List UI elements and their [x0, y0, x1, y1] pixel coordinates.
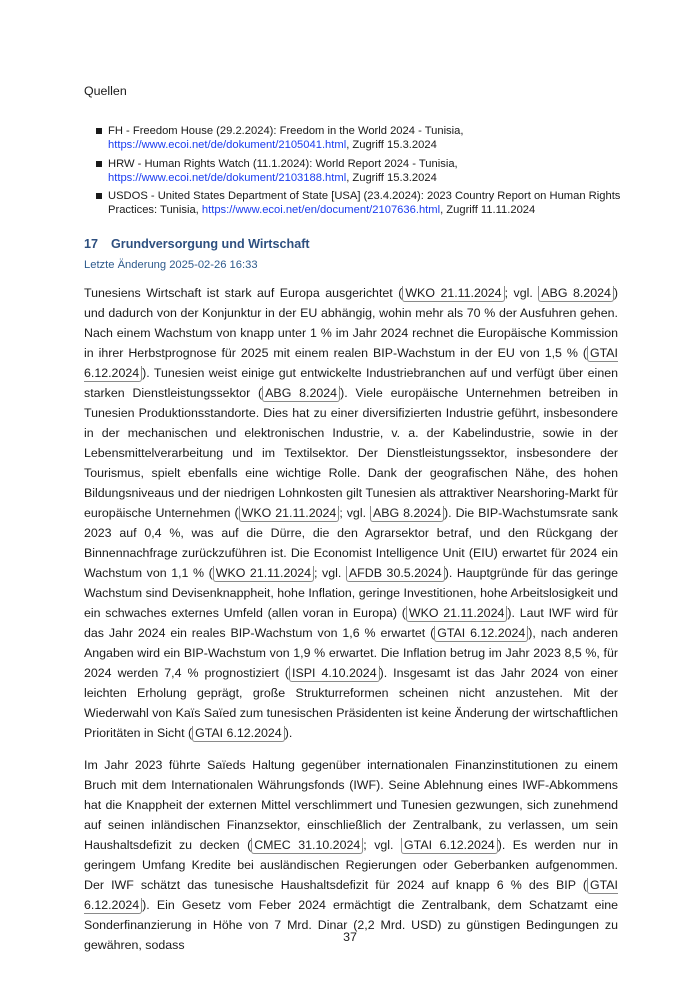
section-heading: [84, 237, 310, 251]
source-text: USDOS - United States Department of State [USA] (23.4.2024): 2023 Country Report on Human Rights Practices: Tunisia,: [108, 190, 621, 217]
citation-reference[interactable]: WKO 21.11.2024: [406, 606, 507, 622]
citation-reference[interactable]: WKO 21.11.2024: [402, 286, 504, 302]
sources-title: Quellen: [84, 84, 127, 98]
paragraph-text: ; vgl.: [314, 566, 346, 580]
paragraph-text: ), nach anderen Angaben wird ein BIP-Wachstum von 1,9 % erwartet. Die Inflation betrug im Jahr 2023 8,5 %, für 2024 werden 7,4 % prognostiziert (: [84, 626, 619, 680]
source-access-date: , Zugriff 15.3.2024: [346, 139, 437, 152]
citation-reference[interactable]: GTAI 6.12.2024: [84, 878, 618, 912]
last-changed: Letzte Änderung 2025-02-26 16:33: [84, 259, 258, 271]
section-number: 17: [84, 237, 99, 251]
citation-reference[interactable]: GTAI 6.12.2024: [401, 838, 498, 854]
citation-reference[interactable]: GTAI 6.12.2024: [434, 626, 528, 642]
paragraph-text: ). Viele europäische Unternehmen betreiben in Tunesien Produktionsstandorte. Dies hat zu einer diversifizierten Industrie geführt, insbesondere in der mechanischen und elektronischen Industrie, v. a. der Kabelindustrie, sowie in der Lebensmittelverarbeitung und im Textilsektor. Der Dienstleistungssektor, insbesondere der Tourismus, spielt ebenfalls eine wichtige Rolle. Dank der geografischen Nähe, des hohen Bildungsniveaus und der niedrigen Lohnkosten gilt Tunesien als attraktiver Nearshoring-Markt für europäische Unternehmen (: [84, 386, 618, 520]
citation-reference[interactable]: GTAI 6.12.2024: [84, 346, 618, 380]
paragraph-text: ). Die BIP-Wachstumsrate sank 2023 auf 0,4 %, was auf die Dürre, die den Agrarsektor betraf, und den Rückgang der Binnennachfrage zurückzuführen ist. Die Economist Intelligence Unit (EIU) erwartet für 2024 ein Wachstum von 1,1 % (: [84, 506, 618, 580]
source-link[interactable]: https://www.ecoi.net/en/document/2107636.html: [201, 204, 441, 217]
citation-reference[interactable]: ABG 8.2024: [262, 386, 340, 402]
paragraph-text: ). Es werden nur in geringem Umfang Kredite bei ausländischen Regierungen oder Geberbanken aufgenommen. Der IWF schätzt das tunesische Haushaltsdefizit für 2024 auf knapp 6 % des BIP (: [84, 838, 619, 892]
paragraph-text: ; vgl.: [339, 506, 370, 520]
citation-reference[interactable]: ISPI 4.10.2024: [289, 666, 380, 682]
paragraph-text: ). Insgesamt ist das Jahr 2024 von einer leichten Erholung geprägt, große Strukturreformen scheinen nicht anzustehen. Mit der Wiederwahl von Kaïs Saïed zum tunesischen Präsidenten ist keine Änderung der wirtschaftlichen Prioritäten in Sicht (: [84, 666, 618, 740]
body-paragraph: [84, 755, 618, 955]
citation-reference[interactable]: CMEC 31.10.2024: [251, 838, 363, 854]
paragraph-text: ; vgl.: [363, 838, 402, 852]
citation-reference[interactable]: ABG 8.2024: [370, 506, 444, 522]
source-item: [96, 189, 626, 218]
page-number: 37: [343, 930, 357, 944]
citation-reference[interactable]: AFDB 30.5.2024: [346, 566, 445, 582]
source-item: [96, 124, 626, 153]
source-link[interactable]: https://www.ecoi.net/de/dokument/2103188.html: [108, 171, 347, 184]
paragraph-text: ). Tunesien weist einige gut entwickelte Industriebranchen auf und verfügt über einen starken Dienstleistungssektor (: [84, 366, 618, 400]
paragraph-text: ). Ein Gesetz vom Feber 2024 ermächtigt die Zentralbank, dem Schatzamt eine Sonderfinanzierung in Höhe von 7 Mrd. Dinar (2,2 Mrd. USD) zu günstigen Bedingungen zu gewähren, sodass: [84, 898, 618, 952]
sources-list: [96, 124, 626, 222]
paragraph-text: ). Laut IWF wird für das Jahr 2024 ein reales BIP-Wachstum von 1,6 % erwartet (: [84, 606, 618, 640]
citation-reference[interactable]: WKO 21.11.2024: [239, 506, 340, 522]
citation-reference[interactable]: ABG 8.2024: [538, 286, 614, 302]
paragraph-text: Im Jahr 2023 führte Saïeds Haltung gegenüber internationalen Finanzinstitutionen zu einem Bruch mit dem Internationalen Währungsfonds (IWF). Seine Ablehnung eines IWF-Abkommens hat die Knappheit der externen Mittel verschlimmert und Tunesien gezwungen, sich zunehmend auf seinen inländischen Finanzsektor, einschließlich der Zentralbank, zu verlassen, um sein Haushaltsdefizit zu decken (: [84, 758, 618, 852]
paragraph-text: ; vgl.: [504, 286, 539, 300]
body-text: [84, 283, 618, 967]
source-access-date: , Zugriff 11.11.2024: [440, 204, 536, 217]
paragraph-text: ) und dadurch von der Konjunktur in der EU abhängig, wohin mehr als 70 % der Ausfuhren gehen. Nach einem Wachstum von knapp unter 1 % im Jahr 2024 rechnet die Europäische Kommission in ihrer Herbstprognose für 2025 mit einem realen BIP-Wachstum in der EU von 1,5 % (: [84, 286, 619, 360]
source-link[interactable]: https://www.ecoi.net/de/dokument/2105041.html: [108, 139, 347, 152]
source-access-date: , Zugriff 15.3.2024: [346, 171, 437, 184]
paragraph-text: ). Hauptgründe für das geringe Wachstum sind Devisenknappheit, hohe Inflation, geringe Investitionen, hohe Arbeitslosigkeit und ein schwaches externes Umfeld (allen voran in Europa) (: [84, 566, 619, 620]
source-text: HRW - Human Rights Watch (11.1.2024): World Report 2024 - Tunisia,: [108, 157, 458, 170]
citation-reference[interactable]: GTAI 6.12.2024: [192, 726, 285, 742]
section-title: Grundversorgung und Wirtschaft: [111, 237, 310, 251]
source-text: FH - Freedom House (29.2.2024): Freedom in the World 2024 - Tunisia,: [108, 125, 464, 137]
body-paragraph: [84, 283, 618, 743]
citation-reference[interactable]: WKO 21.11.2024: [213, 566, 314, 582]
paragraph-text: Tunesiens Wirtschaft ist stark auf Europa ausgerichtet (: [84, 286, 403, 300]
paragraph-text: ).: [284, 726, 293, 740]
source-item: [96, 157, 626, 186]
